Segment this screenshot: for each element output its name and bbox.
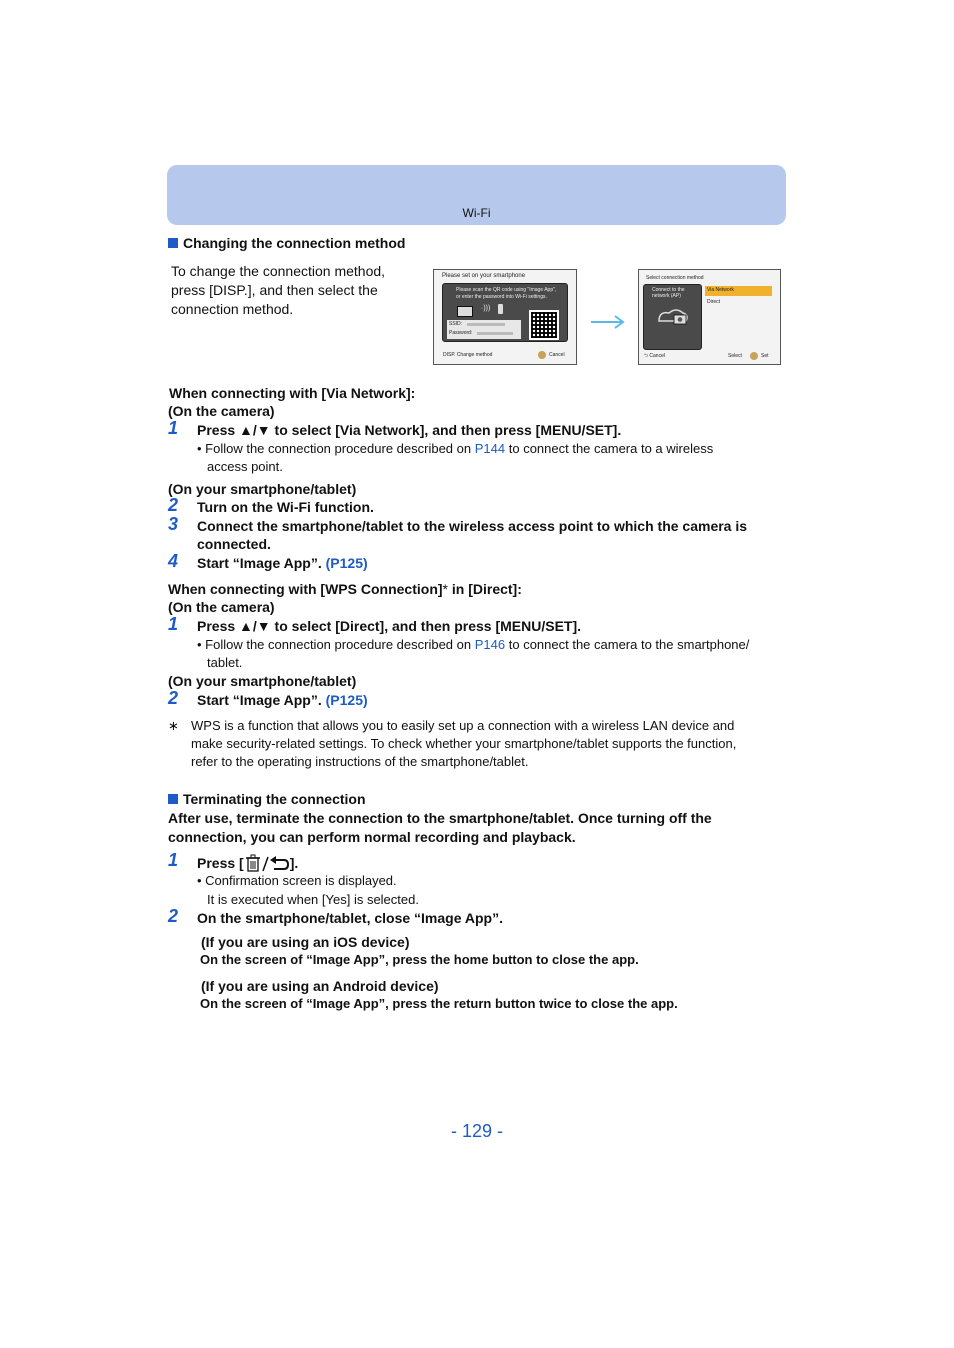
terminate-step1-note-cont: It is executed when [Yes] is selected. — [207, 892, 419, 907]
via-network-step1-note-cont: access point. — [207, 459, 283, 474]
arrow-right-icon — [590, 314, 626, 330]
camera-icon — [457, 306, 473, 317]
delete-icon — [244, 854, 290, 872]
network-camera-icon — [656, 307, 690, 327]
screen1-credential-box: SSID: Password: — [447, 320, 521, 339]
page-number: - 129 - — [450, 1121, 504, 1141]
step-number: 1 — [168, 614, 179, 634]
menu-set-icon — [750, 352, 758, 360]
terminate-step1: Press [ ]. — [197, 855, 299, 871]
via-network-step4: Start “Image App”. (P125) — [197, 555, 368, 571]
qr-code — [529, 310, 559, 340]
via-network-step3: Connect the smartphone/tablet to the wireless access point to which the camera is — [197, 518, 748, 534]
camera-screen-qr — [433, 269, 577, 365]
via-network-on-camera: (On the camera) — [168, 403, 275, 419]
android-heading: (If you are using an Android device) — [201, 978, 439, 994]
step-number: 4 — [168, 551, 179, 571]
change-intro: To change the connection method, press [DISP.], and then select the connection method. — [171, 263, 386, 317]
link-p146[interactable]: P146 — [474, 637, 506, 652]
terminate-lead: After use, terminate the connection to the smartphone/tablet. Once turning off the connection, you can perform normal recording and playback. — [168, 810, 712, 845]
menu-set-icon — [538, 351, 546, 359]
return-icon: ⮌ — [644, 353, 649, 359]
terminate-step1-note: • Confirmation screen is displayed. — [197, 873, 397, 888]
screen2-select-footer: Select — [728, 353, 742, 359]
step-number: 1 — [168, 850, 179, 870]
via-network-on-phone: (On your smartphone/tablet) — [168, 481, 357, 497]
footnote-mark: ∗ — [168, 718, 179, 733]
signal-icon: ·))) — [481, 305, 491, 312]
step-number: 3 — [168, 514, 179, 534]
wps-on-camera: (On the camera) — [168, 599, 275, 615]
screen2-left-footer: ⮌ Cancel — [644, 353, 665, 359]
link-p144[interactable]: P144 — [474, 441, 506, 456]
via-network-step2: Turn on the Wi-Fi function. — [197, 499, 374, 515]
wps-step2: Start “Image App”. (P125) — [197, 692, 368, 708]
option-direct[interactable]: Direct — [707, 299, 721, 305]
screen1-right-footer: Cancel — [549, 352, 565, 358]
android-text: On the screen of “Image App”, press the return button twice to close the app. — [200, 996, 678, 1011]
wps-step1: Press ▲/▼ to select [Direct], and then press [MENU/SET]. — [197, 618, 582, 634]
screen2-set-footer: Set — [761, 353, 769, 359]
header-label: Wi-Fi — [462, 206, 491, 220]
phone-icon — [498, 304, 503, 314]
section-title-terminate: Terminating the connection — [168, 791, 366, 807]
screen2-left-panel: Connect to the network (AP) — [643, 284, 702, 350]
via-network-step1: Press ▲/▼ to select [Via Network], and then press [MENU/SET]. — [197, 422, 622, 438]
section-title-change: Changing the connection method — [168, 235, 405, 251]
section-square-icon — [168, 238, 178, 248]
terminate-step2: On the smartphone/tablet, close “Image App”. — [197, 910, 503, 926]
step-number: 1 — [168, 418, 179, 438]
option-via-network[interactable]: Via Network — [705, 286, 772, 296]
screen2-title: Select connection method — [646, 275, 704, 281]
link-p125[interactable]: (P125) — [325, 692, 368, 708]
step-number: 2 — [168, 906, 179, 926]
wps-heading: When connecting with [WPS Connection]* in [Direct]: — [168, 581, 522, 597]
screen1-left-footer: DISP. Change method — [443, 352, 493, 358]
via-network-heading: When connecting with [Via Network]: — [169, 385, 416, 401]
step-number: 2 — [168, 688, 179, 708]
wps-step1-note: • Follow the connection procedure described on P146 to connect the camera to the smartphone/ — [197, 637, 750, 652]
footnote: WPS is a function that allows you to easily set up a connection with a wireless LAN device and make security-related settings. To check whether your smartphone/tablet supports the function, refer to the operating instructions of the smartphone/tablet. — [191, 718, 737, 769]
wps-on-phone: (On your smartphone/tablet) — [168, 673, 357, 689]
screen1-title: Please set on your smartphone — [442, 273, 526, 279]
section-square-icon — [168, 794, 178, 804]
via-network-step1-note: • Follow the connection procedure described on P144 to connect the camera to a wireless — [197, 441, 714, 456]
via-network-step3-cont: connected. — [197, 536, 271, 552]
camera-screen-select — [638, 269, 781, 365]
ios-heading: (If you are using an iOS device) — [201, 934, 410, 950]
screen1-panel: Please scan the QR code using "Image App", or enter the password into Wi-Fi settings. ·))) SSID: Password: — [442, 283, 568, 342]
step-number: 2 — [168, 495, 179, 515]
ios-text: On the screen of “Image App”, press the home button to close the app. — [200, 952, 639, 967]
link-p125[interactable]: (P125) — [325, 555, 368, 571]
wps-step1-note-cont: tablet. — [207, 655, 243, 670]
